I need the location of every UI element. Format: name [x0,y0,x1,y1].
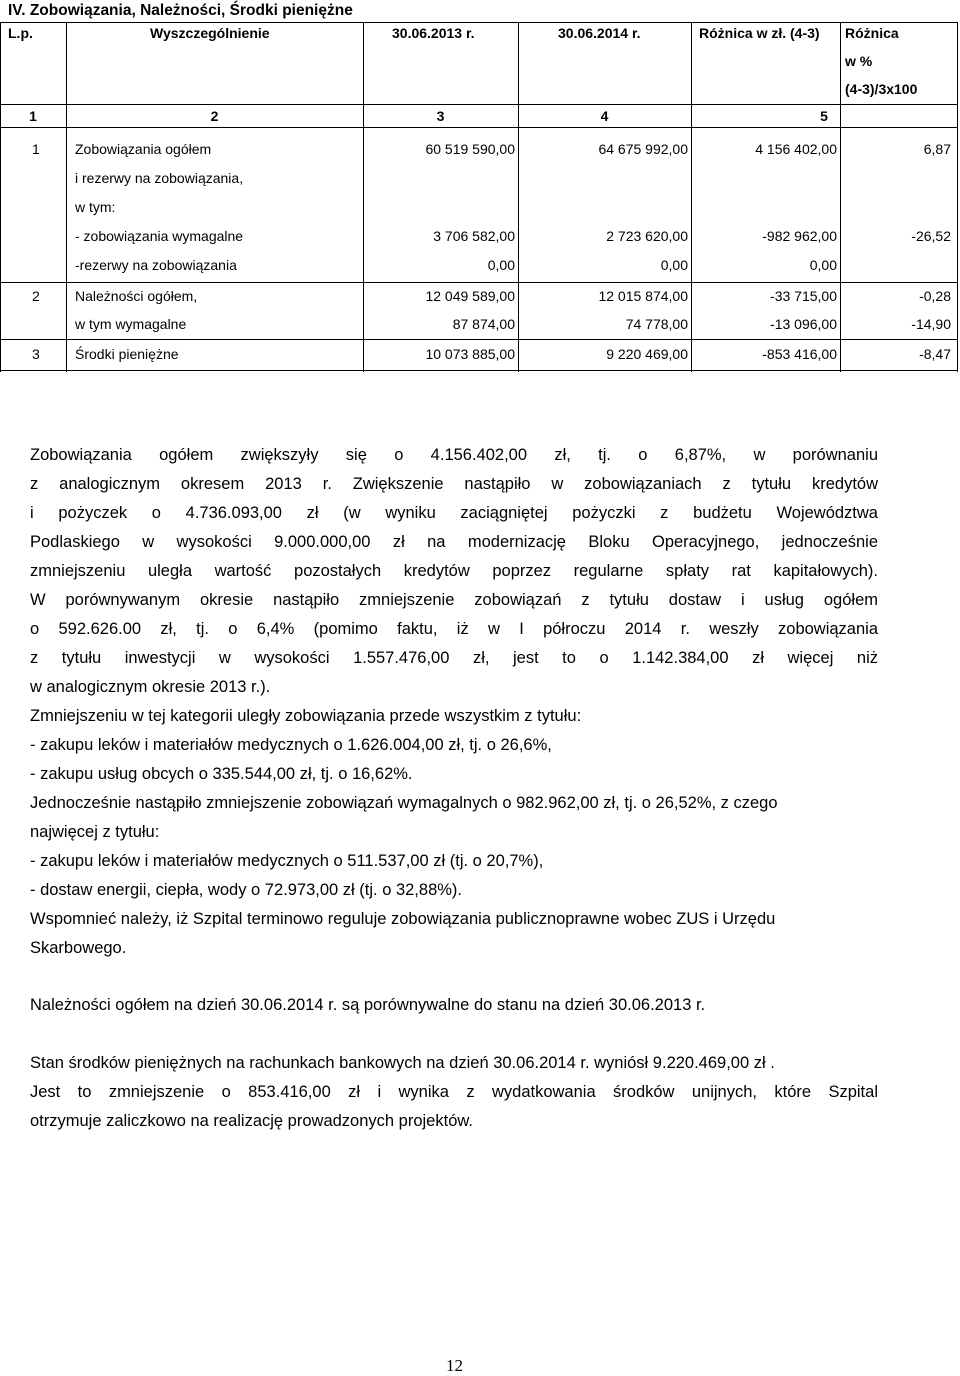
row-lp: 3 [32,346,40,362]
row-label: - zobowiązania wymagalne [75,228,244,244]
row-value-2014: 9 220 469,00 [606,346,688,362]
table-border-row1-bottom [0,282,958,283]
row-label: Zobowiązania ogółem [75,141,212,157]
table-col-divider-1 [66,22,67,372]
text-line: Skarbowego. [30,939,127,957]
table-border-row2-bottom [0,339,958,340]
row-difference: -33 715,00 [770,288,837,304]
table-border-top [0,22,958,23]
header-difference-pct-2: w % [845,53,873,69]
row-value-2014: 2 723 620,00 [606,228,688,244]
section-title: IV. Zobowiązania, Należności, Środki pieniężne [8,2,353,19]
row-value-2014: 12 015 874,00 [598,288,688,304]
row-value-2013: 0,00 [487,257,515,273]
table-border-left [0,22,1,372]
text-line: Zobowiązania ogółem zwiększyły się o 4.156.402,00 zł, tj. o 6,87%, w porównaniu [30,446,878,464]
row-value-2014: 0,00 [660,257,688,273]
row-value-2013: 3 706 582,00 [433,228,515,244]
text-line: W porównywanym okresie nastąpiło zmniejszenie zobowiązań z tytułu dostaw i usług ogółem [30,591,878,609]
text-line: - zakupu leków i materiałów medycznych o 1.626.004,00 zł, tj. o 26,6%, [30,736,552,754]
header-difference: Różnica w zł. (4-3) [699,25,820,41]
table-border-right [957,22,958,372]
table-border-numbers-top [0,104,958,105]
text-line: otrzymuje zaliczkowo na realizację prowadzonych projektów. [30,1112,473,1130]
row-value-2013: 12 049 589,00 [425,288,515,304]
table-col-divider-3 [518,22,519,372]
page-number: 12 [446,1356,463,1375]
row-lp: 2 [32,288,40,304]
financial-table [0,22,958,372]
column-number-1: 1 [29,108,37,124]
row-label: -rezerwy na zobowiązania [75,257,237,273]
header-difference-pct-3: (4-3)/3x100 [845,81,918,97]
table-border-numbers-bottom [0,127,958,128]
text-line: najwięcej z tytułu: [30,823,160,841]
row-difference: 0,00 [809,257,837,273]
text-line: Zmniejszeniu w tej kategorii uległy zobowiązania przede wszystkim z tytułu: [30,707,582,725]
text-line: - dostaw energii, ciepła, wody o 72.973,00 zł (tj. o 32,88%). [30,881,462,899]
text-line: i pożyczek o 4.736.093,00 zł (w wyniku zaciągniętej pożyczki z budżetu Województwa [30,504,878,522]
row-difference-pct: -14,90 [911,316,951,332]
text-line: o 592.626.00 zł, tj. o 6,4% (pomimo faktu, iż w I półroczu 2014 r. weszły zobowiązania [30,620,878,638]
column-number-2: 2 [210,108,219,124]
table-border-bottom [0,370,958,371]
row-difference: -982 962,00 [762,228,837,244]
header-lp: L.p. [8,25,33,41]
column-number-3: 3 [436,108,445,124]
row-difference-pct: -0,28 [919,288,951,304]
paragraph-receivables [30,991,878,1020]
row-value-2014: 74 778,00 [625,316,688,332]
text-line: Wspomnieć należy, iż Szpital terminowo reguluje zobowiązania publicznoprawne wobec ZUS i Urzędu [30,910,776,928]
row-difference: -13 096,00 [770,316,837,332]
row-difference-pct: -26,52 [911,228,951,244]
header-date-2014: 30.06.2014 r. [558,25,641,41]
row-label: Środki pieniężne [75,346,179,362]
row-label: i rezerwy na zobowiązania, [75,170,244,186]
text-line: z analogicznym okresem 2013 r. Zwiększenie nastąpiło w zobowiązaniach z tytułu kredytów [30,475,878,493]
row-difference-pct: -8,47 [919,346,951,362]
row-label: Należności ogółem, [75,288,198,304]
column-number-5: 5 [820,108,828,124]
text-line: Podlaskiego w wysokości 9.000.000,00 zł na modernizację Bloku Operacyjnego, jednocześnie [30,533,878,551]
text-line: Jest to zmniejszenie o 853.416,00 zł i wynika z wydatkowania środków unijnych, które Szpital [30,1083,878,1101]
text-line: Należności ogółem na dzień 30.06.2014 r. są porównywalne do stanu na dzień 30.06.2013 r. [30,996,706,1014]
row-label: w tym: [75,199,116,215]
row-value-2013: 60 519 590,00 [425,141,515,157]
header-difference-pct-1: Różnica [845,25,899,41]
column-number-4: 4 [600,108,609,124]
text-line: w analogicznym okresie 2013 r.). [30,678,271,696]
row-difference: -853 416,00 [762,346,837,362]
row-value-2014: 64 675 992,00 [598,141,688,157]
text-line: z tytułu inwestycji w wysokości 1.557.476,00 zł, jest to o 1.142.384,00 zł więcej niż [30,649,878,667]
table-col-divider-2 [363,22,364,372]
table-col-divider-5 [840,22,841,372]
text-line: zmniejszeniu uległa wartość pozostałych kredytów poprzez regularne spłaty rat kapitałowych). [30,562,878,580]
row-lp: 1 [32,141,40,157]
text-line: Stan środków pieniężnych na rachunkach bankowych na dzień 30.06.2014 r. wyniósł 9.220.469,00 zł . [30,1054,775,1072]
row-difference: 4 156 402,00 [755,141,837,157]
paragraph-cash [30,1049,878,1136]
header-item: Wyszczególnienie [150,25,270,41]
paragraph-liabilities [30,441,878,963]
text-line: - zakupu usług obcych o 335.544,00 zł, tj. o 16,62%. [30,765,413,783]
row-value-2013: 10 073 885,00 [425,346,515,362]
text-line: - zakupu leków i materiałów medycznych o 511.537,00 zł (tj. o 20,7%), [30,852,544,870]
row-value-2013: 87 874,00 [452,316,515,332]
table-col-divider-4 [691,22,692,372]
header-date-2013: 30.06.2013 r. [392,25,475,41]
row-label: w tym wymagalne [75,316,187,332]
text-line: Jednocześnie nastąpiło zmniejszenie zobowiązań wymagalnych o 982.962,00 zł, tj. o 26,52%, z czego [30,794,778,812]
row-difference-pct: 6,87 [923,141,951,157]
